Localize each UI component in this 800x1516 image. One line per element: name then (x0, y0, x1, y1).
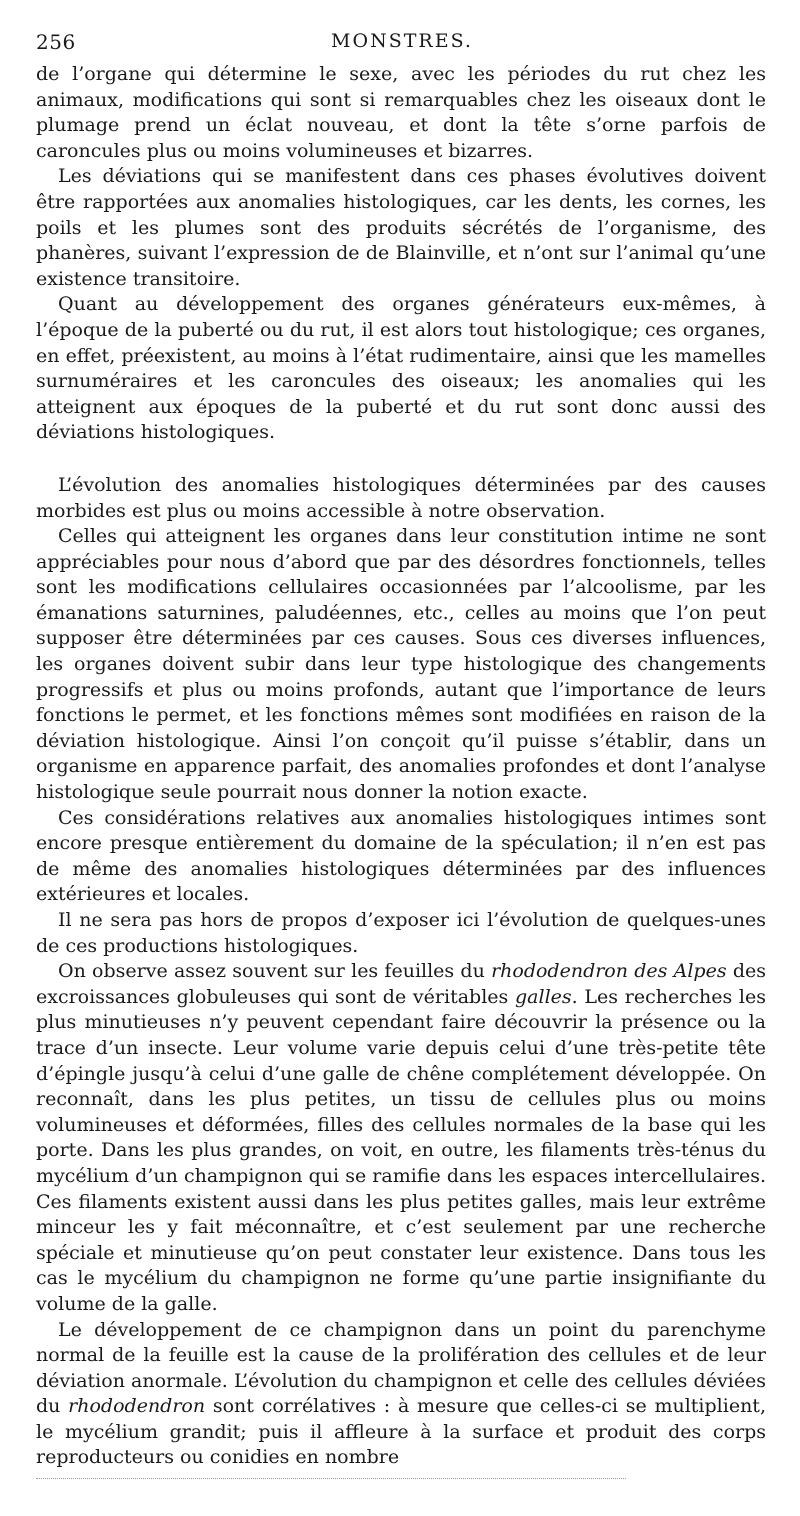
running-head (36, 30, 768, 56)
paragraph-text: On observe assez souvent sur les feuilles du (58, 960, 492, 983)
paragraph-text: Le développement de ce champignon dans un point du parenchyme normal de la feuille est la cause de la prolifération des cellules et de leur déviation anormale. L’évolution du champignon et celle des cellules déviées du (36, 1318, 766, 1418)
paragraph-text: Ces considérations relatives aux anomalies histologiques intimes sont encore presque entièrement du domaine de la spéculation; il n’en est pas de même des anomalies histologiques déterminées par des influences extérieures et locales. (36, 806, 766, 906)
paragraph-text: L’évolution des anomalies histologiques déterminées par des causes morbides est plus ou moins accessible à notre observation. (36, 473, 766, 522)
paragraph-exposer-evolution (36, 908, 766, 959)
paragraph-text: sont corrélatives : à mesure que celles-ci se multiplient, le mycélium grandit; puis il affleure à la surface et produit des corps reproducteurs ou conidies en nombre (36, 1395, 766, 1469)
paragraph-text: . Les recherches les plus minutieuses n’y peuvent cependant faire découvrir la présence ou la trace d’un insecte. Leur volume varie depuis celui d’une très-petite tête d’épingle jusqu’à celui d’une galle de chêne complétement développée. On reconnaît, dans les plus petites, un tissu de cellules plus ou moins volumineuses et déformées, filles des cellules normales de la base qui les porte. Dans les plus grandes, on voit, en outre, les filaments très-ténus du mycélium d’un champignon qui se ramifie dans les espaces intercellulaires. Ces filaments existent aussi dans les plus petites galles, mais leur extrême minceur les y fait méconnaître, et c’est seulement par une recherche spéciale et minutieuse qu’on peut constater leur existence. Dans tous les cas le mycélium du champignon ne forme qu’une partie insignifiante du volume de la galle. (36, 985, 767, 1315)
page-number: 256 (36, 30, 76, 54)
paragraph-considerations (36, 806, 766, 908)
paragraph-text: de l’organe qui détermine le sexe, avec les périodes du rut chez les animaux, modifications qui sont si remarquables chez les oiseaux dont le plumage prend un éclat nouveau, et dont la tête s’orne parfois de caroncules plus ou moins volumineuses et bizarres. (36, 63, 766, 162)
italic-term: rhododendron des Alpes (491, 960, 727, 983)
italic-term: rhododendron (68, 1395, 206, 1418)
footer-rule (36, 1478, 626, 1479)
paragraph-text: des excroissances globuleuses qui sont de véritables (36, 960, 766, 1008)
running-title: MONSTRES. (331, 30, 473, 52)
italic-term: galles (515, 985, 572, 1008)
paragraph-desordres-fonctionnels (36, 524, 766, 806)
body-text (36, 62, 766, 1471)
paragraph-text: Quant au développement des organes générateurs eux-mêmes, à l’époque de la puberté ou du rut, il est alors tout histologique; ces organes, en effet, préexistent, au moins à l’état rudimentaire, ainsi que les mamelles surnuméraires et les caroncules des oiseaux; les anomalies qui les atteignent aux époques de la puberté et du rut sont donc aussi des déviations histologiques. (36, 293, 766, 444)
paragraph-rhododendron-galles (36, 959, 766, 1317)
paragraph-champignon (36, 1318, 766, 1472)
paragraph-text: Il ne sera pas hors de propos d’exposer ici l’évolution de quelques-unes de ces productions histologiques. (36, 909, 766, 957)
paragraph-continuation (36, 62, 766, 164)
paragraph-text: Les déviations qui se manifestent dans ces phases évolutives doivent être rapportées aux anomalies histologiques, car les dents, les cornes, les poils et les plumes sont des produits sécrétés de l’organisme, des phanères, suivant l’expression de de Blainville, et n’ont sur l’animal qu’une existence transitoire. (36, 165, 766, 290)
paragraph-organes-generateurs (36, 292, 766, 446)
paragraph-text: Celles qui atteignent les organes dans leur constitution intime ne sont appréciables pour nous d’abord que par des désordres fonctionnels, telles sont les modifications cellulaires occasionnées par l’alcoolisme, par les émanations saturnines, paludéennes, etc., celles au moins que l’on peut supposer être déterminées par ces causes. Sous ces diverses influences, les organes doivent subir dans leur type histologique des changements progressifs et plus ou moins profonds, autant que l’importance de leurs fonctions le permet, et les fonctions mêmes sont modifiées en raison de la déviation histologique. Ainsi l’on conçoit qu’il puisse s’établir, dans un organisme en apparence parfait, des anomalies profondes et dont l’analyse histologique seule pourrait nous donner la notion exacte. (36, 525, 766, 804)
paragraph-evolution-anomalies (36, 473, 766, 524)
paragraph-phaneres (36, 164, 766, 292)
